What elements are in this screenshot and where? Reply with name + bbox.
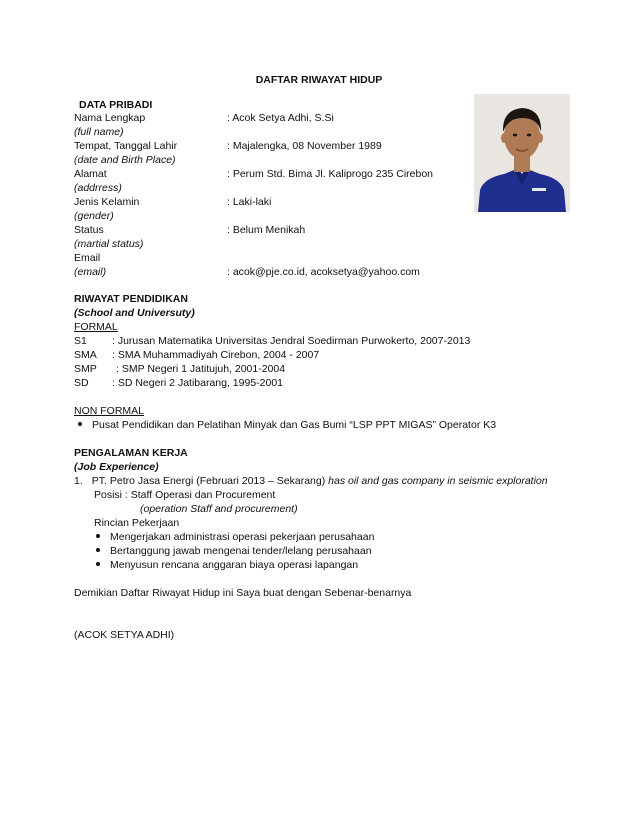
closing-statement: Demikian Daftar Riwayat Hidup ini Saya buat dengan Sebenar-benarnya	[74, 587, 412, 599]
sublabel-alamat: (addrress)	[74, 182, 122, 194]
bullet-icon	[96, 548, 100, 552]
document-title: DAFTAR RIWAYAT HIDUP	[255, 74, 383, 86]
nonformal-text: Pusat Pendidikan dan Pelatihan Minyak dan Gas Bumi “LSP PPT MIGAS” Operator K3	[92, 419, 497, 431]
value-nama: : Acok Setya Adhi, S.Si	[227, 112, 334, 124]
sublabel-gender: (gender)	[74, 210, 114, 222]
job-rincian-label: Rincian Pekerjaan	[94, 517, 180, 529]
section-subheading-pengalaman: (Job Experience)	[74, 461, 159, 473]
job-position: Posisi : Staff Operasi dan Procurement	[94, 489, 276, 501]
edu-level-s1: S1	[74, 335, 87, 347]
sublabel-status: (martial status)	[74, 238, 144, 250]
bullet-icon	[96, 562, 100, 566]
nonformal-label: NON FORMAL	[74, 405, 145, 417]
edu-text-smp: : SMP Negeri 1 Jatitujuh, 2001-2004	[116, 363, 286, 375]
task-item	[96, 530, 374, 544]
job-company-desc: has oil and gas company in seismic exploration	[328, 475, 548, 487]
value-email: : acok@pje.co.id, acoksetya@yahoo.com	[227, 266, 420, 278]
label-status: Status	[74, 224, 104, 236]
section-heading-data-pribadi: DATA PRIBADI	[79, 99, 153, 111]
nonformal-item	[78, 418, 496, 432]
job-entry	[74, 474, 548, 488]
formal-label: FORMAL	[74, 321, 118, 333]
value-gender: : Laki-laki	[227, 196, 272, 208]
edu-level-smp: SMP	[74, 363, 97, 375]
label-email: Email	[74, 252, 101, 264]
value-status: : Belum Menikah	[227, 224, 306, 236]
edu-text-sma: : SMA Muhammadiyah Cirebon, 2004 - 2007	[112, 349, 320, 361]
label-nama: Nama Lengkap	[74, 112, 146, 124]
section-heading-pengalaman: PENGALAMAN KERJA	[74, 447, 188, 459]
task-text: Menyusun rencana anggaran biaya operasi lapangan	[110, 559, 359, 571]
label-gender: Jenis Kelamin	[74, 196, 140, 208]
bullet-icon	[78, 422, 82, 426]
job-number: 1.	[74, 475, 83, 487]
label-ttl: Tempat, Tanggal Lahir	[74, 140, 178, 152]
job-position-en: (operation Staff and procurement)	[140, 503, 298, 515]
section-heading-pendidikan: RIWAYAT PENDIDIKAN	[74, 293, 188, 305]
sublabel-email: (email)	[74, 266, 107, 278]
job-company: PT. Petro Jasa Energi (Februari 2013 – Sekarang)	[91, 475, 326, 487]
task-text: Bertanggung jawab mengenai tender/lelang perusahaan	[110, 545, 372, 557]
signature-name: (ACOK SETYA ADHI)	[74, 629, 175, 641]
edu-level-sma: SMA	[74, 349, 97, 361]
label-alamat: Alamat	[74, 168, 107, 180]
task-text: Mengerjakan administrasi operasi pekerjaan perusahaan	[110, 531, 375, 543]
section-subheading-pendidikan: (School and Universuty)	[74, 307, 195, 319]
sublabel-ttl: (date and Birth Place)	[74, 154, 176, 166]
edu-text-s1: : Jurusan Matematika Universitas Jendral Soedirman Purwokerto, 2007-2013	[112, 335, 471, 347]
value-ttl: : Majalengka, 08 November 1989	[227, 140, 382, 152]
profile-photo	[474, 94, 570, 212]
value-alamat: : Perum Std. Bima Jl. Kaliprogo 235 Cirebon	[227, 168, 434, 180]
edu-level-sd: SD	[74, 377, 89, 389]
edu-text-sd: : SD Negeri 2 Jatibarang, 1995-2001	[112, 377, 284, 389]
task-item	[96, 558, 358, 572]
task-item	[96, 544, 372, 558]
bullet-icon	[96, 534, 100, 538]
sublabel-nama: (full name)	[74, 126, 124, 138]
